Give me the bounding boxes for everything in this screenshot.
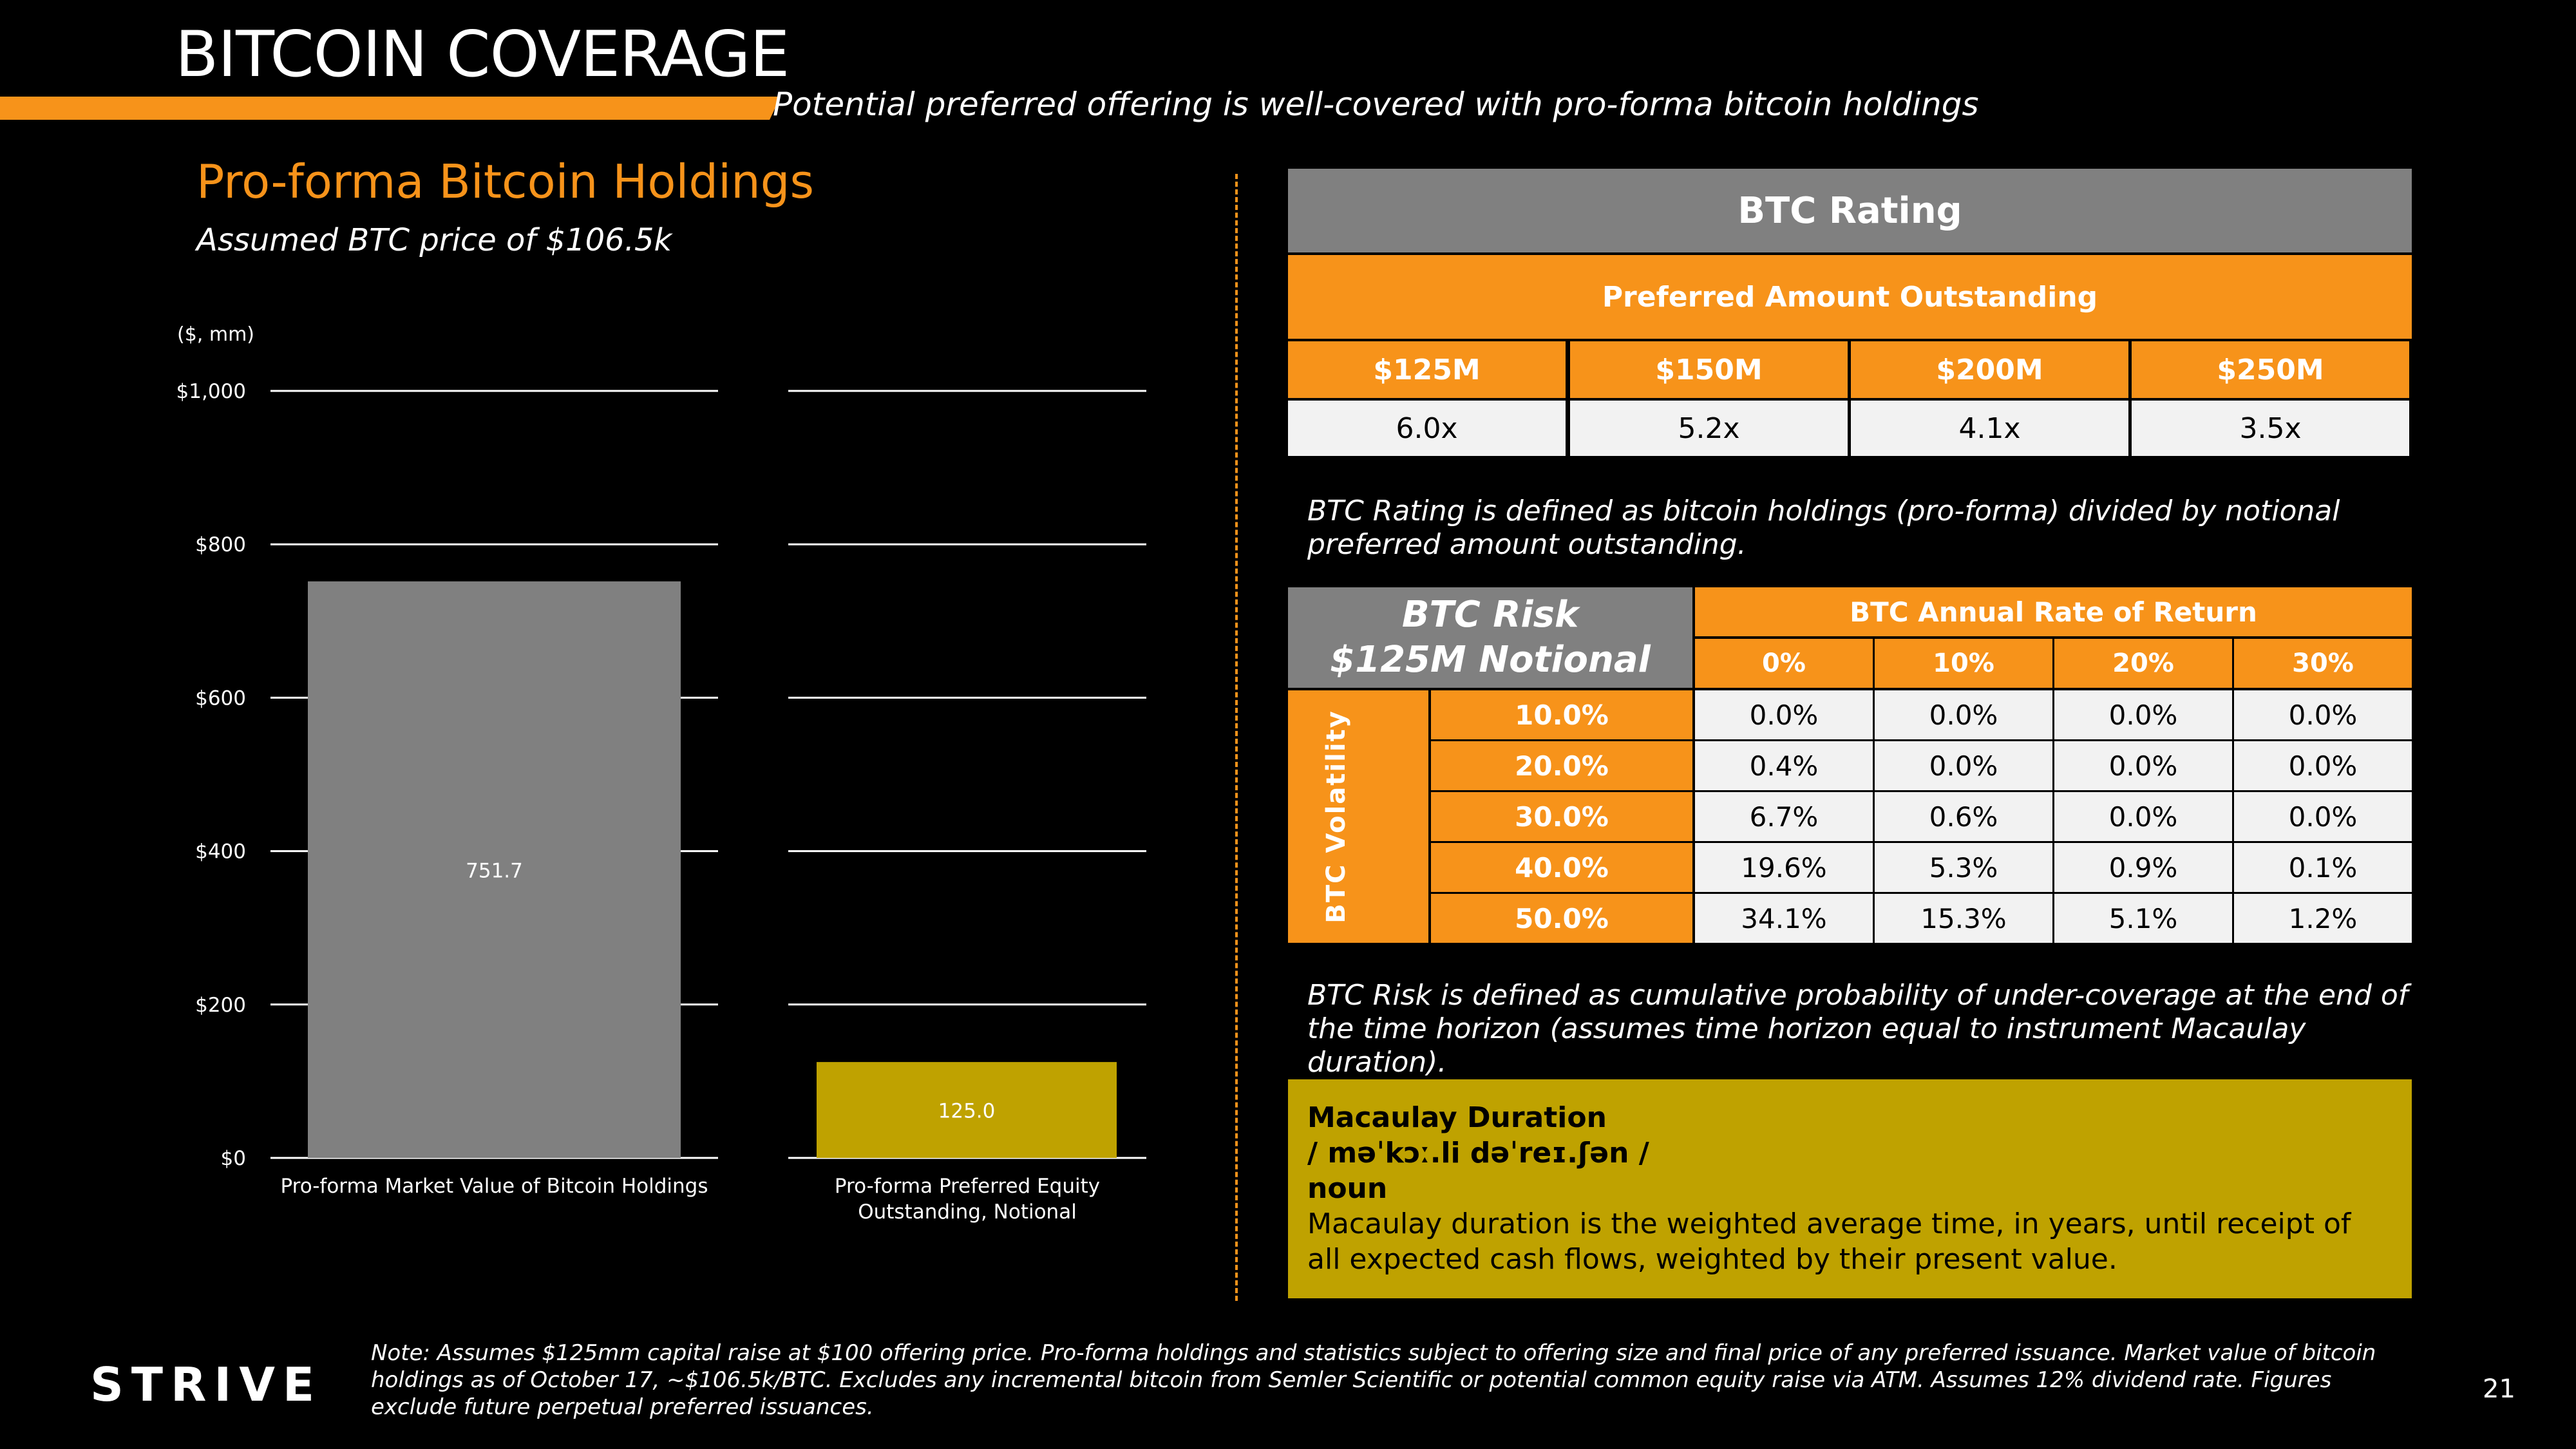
rating-subheader: Preferred Amount Outstanding bbox=[1288, 255, 2412, 339]
rating-value: 3.5x bbox=[2132, 401, 2409, 456]
risk-value: 0.0% bbox=[2234, 792, 2412, 841]
risk-value: 0.1% bbox=[2234, 843, 2412, 892]
return-header: BTC Annual Rate of Return bbox=[1695, 587, 2412, 636]
risk-value: 0.0% bbox=[2054, 741, 2232, 790]
risk-corner bbox=[1288, 587, 1692, 688]
risk-value: 0.0% bbox=[2054, 792, 2232, 841]
data-label: 125.0 bbox=[938, 1099, 996, 1123]
y-tick-label: $200 bbox=[195, 993, 246, 1017]
rating-column-header: $250M bbox=[2132, 341, 2409, 398]
risk-value: 0.0% bbox=[1695, 690, 1873, 739]
unit-label: ($, mm) bbox=[177, 323, 255, 346]
data-label: 751.7 bbox=[466, 859, 523, 883]
macaulay-definition: Macaulay duration is the weighted average time, in years, until receipt of all expected cash flows, weighted by their present value. bbox=[1307, 1208, 2351, 1276]
risk-note: BTC Risk is defined as cumulative probability of under-coverage at the end of the time horizon (assumes time horizon equal to instrument Macaulay duration). bbox=[1307, 979, 2409, 1079]
section-divider bbox=[1235, 174, 1238, 1301]
risk-value: 5.1% bbox=[2054, 894, 2232, 943]
risk-value: 0.0% bbox=[2234, 741, 2412, 790]
page-title: BITCOIN COVERAGE bbox=[175, 18, 790, 91]
page-subtitle: Potential preferred offering is well-covered with pro-forma bitcoin holdings bbox=[773, 86, 1979, 123]
bar-chart bbox=[0, 0, 1288, 1288]
rating-value: 6.0x bbox=[1288, 401, 1566, 456]
y-tick-label: $800 bbox=[195, 533, 246, 557]
category-label: Outstanding, Notional bbox=[858, 1200, 1077, 1224]
macaulay-definition-box bbox=[1288, 1079, 2412, 1298]
return-column-header: 30% bbox=[2234, 639, 2412, 688]
page-number: 21 bbox=[2483, 1374, 2515, 1404]
rating-column-header: $200M bbox=[1851, 341, 2128, 398]
rating-column-header: $125M bbox=[1288, 341, 1566, 398]
risk-value: 5.3% bbox=[1875, 843, 2052, 892]
risk-value: 0.9% bbox=[2054, 843, 2232, 892]
risk-value: 0.0% bbox=[1875, 741, 2052, 790]
category-label: Pro-forma Preferred Equity bbox=[834, 1175, 1101, 1198]
risk-value: 0.0% bbox=[1875, 690, 2052, 739]
macaulay-pos: noun bbox=[1307, 1172, 1388, 1205]
volatility-row-header: 20.0% bbox=[1431, 741, 1692, 790]
macaulay-term: Macaulay Duration bbox=[1307, 1101, 1607, 1134]
volatility-row-header: 30.0% bbox=[1431, 792, 1692, 841]
risk-value: 1.2% bbox=[2234, 894, 2412, 943]
risk-value: 0.0% bbox=[2054, 690, 2232, 739]
return-column-header: 20% bbox=[2054, 639, 2232, 688]
volatility-row-header: 50.0% bbox=[1431, 894, 1692, 943]
section-title: Pro-forma Bitcoin Holdings bbox=[196, 155, 814, 209]
rating-column-header: $150M bbox=[1570, 341, 1848, 398]
rating-note: BTC Rating is defined as bitcoin holdings (pro-forma) divided by notional preferred amount outstanding. bbox=[1307, 495, 2340, 561]
risk-corner-title: BTC Risk bbox=[1401, 594, 1579, 636]
y-tick-label: $1,000 bbox=[176, 380, 246, 403]
volatility-row-header: 10.0% bbox=[1431, 690, 1692, 739]
macaulay-pronunciation: / məˈkɔː.li dəˈreɪ.ʃən / bbox=[1307, 1137, 1649, 1170]
volatility-header bbox=[1288, 690, 1428, 943]
risk-value: 19.6% bbox=[1695, 843, 1873, 892]
return-column-header: 10% bbox=[1875, 639, 2052, 688]
rating-value: 4.1x bbox=[1851, 401, 2128, 456]
risk-value: 0.6% bbox=[1875, 792, 2052, 841]
risk-value: 34.1% bbox=[1695, 894, 1873, 943]
category-label: Pro-forma Market Value of Bitcoin Holdings bbox=[280, 1175, 708, 1198]
section-subtitle: Assumed BTC price of $106.5k bbox=[196, 222, 672, 258]
y-tick-label: $600 bbox=[195, 687, 246, 710]
risk-value: 0.4% bbox=[1695, 741, 1873, 790]
strive-logo: STRIVE bbox=[90, 1358, 323, 1412]
risk-value: 6.7% bbox=[1695, 792, 1873, 841]
risk-value: 0.0% bbox=[2234, 690, 2412, 739]
y-tick-label: $0 bbox=[220, 1147, 246, 1170]
volatility-row-header: 40.0% bbox=[1431, 843, 1692, 892]
risk-value: 15.3% bbox=[1875, 894, 2052, 943]
risk-corner-notional: $125M Notional bbox=[1330, 639, 1651, 681]
return-column-header: 0% bbox=[1695, 639, 1873, 688]
footnote: Note: Assumes $125mm capital raise at $100 offering price. Pro-forma holdings and statistics subject to offering size and final price of any preferred issuance. Market value of bitcoin holdings as of October 17, ~$106.5k/BTC. Excludes any incremental bitcoin from Semler Scientific or potential common equity raise via ATM. Assumes 12% dividend rate. Figures exclude future perpetual preferred issuances. bbox=[371, 1340, 2376, 1420]
rating-value: 5.2x bbox=[1570, 401, 1848, 456]
volatility-label: BTC Volatility bbox=[1321, 710, 1351, 923]
rating-title: BTC Rating bbox=[1288, 169, 2412, 252]
y-tick-label: $400 bbox=[195, 840, 246, 864]
